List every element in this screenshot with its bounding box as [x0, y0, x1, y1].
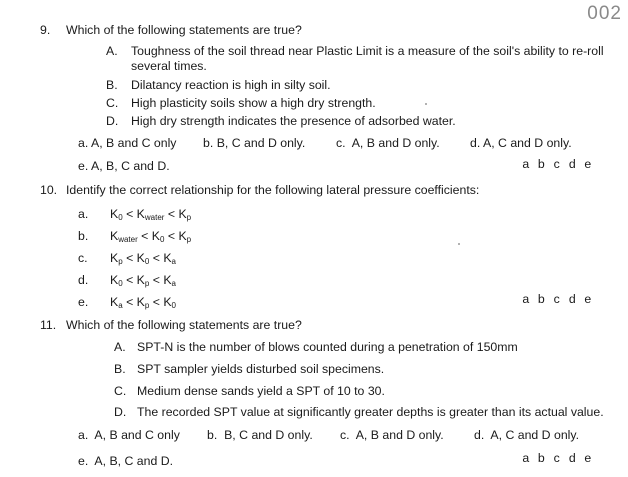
statement-text: High plasticity soils show a high dry strength.	[131, 96, 376, 110]
answer-b[interactable]: b	[537, 292, 545, 306]
answer-a[interactable]: a	[522, 451, 530, 465]
statement-letter: B.	[106, 78, 118, 92]
question-text: Which of the following statements are true?	[66, 318, 302, 332]
option-letter: c.	[336, 136, 346, 150]
statement-text-cont: several times.	[131, 59, 207, 73]
answer-a[interactable]: a	[522, 292, 530, 306]
option-e[interactable]	[78, 454, 173, 468]
option-b[interactable]	[78, 229, 192, 244]
statement-letter: A.	[106, 44, 118, 58]
option-letter: b.	[207, 428, 218, 442]
option-letter: e.	[78, 159, 89, 173]
option-letter: d.	[474, 428, 485, 442]
option-d[interactable]	[78, 273, 176, 288]
option-text: A, C and D only.	[483, 136, 572, 150]
option-letter: b.	[203, 136, 214, 150]
question-number: 9.	[40, 23, 51, 37]
option-text: B, C and D only.	[224, 428, 313, 442]
page-stamp: 002	[587, 3, 622, 24]
statement-text: Toughness of the soil thread near Plastic Limit is a measure of the soil's ability to re-roll	[131, 44, 604, 58]
option-relation: $K_p < K_0 < K_a$	[110, 251, 176, 266]
scan-speck	[425, 103, 427, 105]
option-text: A, B and C only	[91, 136, 177, 150]
option-d[interactable]	[474, 428, 579, 442]
statement-text: Medium dense sands yield a SPT of 10 to 30.	[137, 384, 385, 398]
option-c[interactable]	[340, 428, 444, 442]
option-letter: d.	[470, 136, 481, 150]
option-relation: $K_0 < K_{water} < K_p$	[110, 207, 192, 222]
option-b[interactable]	[207, 428, 313, 442]
statement-letter: B.	[114, 362, 126, 376]
statement-letter: C.	[114, 384, 127, 398]
option-letter: e.	[78, 295, 89, 309]
option-text: A, B and C only	[94, 428, 180, 442]
option-letter: e.	[78, 454, 89, 468]
answer-choices	[518, 451, 596, 465]
option-text: A, B and D only.	[351, 136, 440, 150]
option-e[interactable]	[78, 159, 170, 173]
question-number: 11.	[40, 318, 57, 332]
option-c[interactable]	[78, 251, 176, 266]
answer-b[interactable]: b	[537, 451, 545, 465]
answer-choices	[518, 157, 596, 171]
statement-letter: D.	[114, 405, 127, 419]
answer-d[interactable]: d	[568, 292, 576, 306]
answer-c[interactable]: c	[553, 157, 560, 171]
option-text: A, C and D only.	[490, 428, 580, 442]
option-letter: a.	[78, 428, 89, 442]
option-letter: a.	[78, 207, 89, 221]
option-relation: $K_a < K_p < K_0$	[110, 295, 176, 310]
option-text: A, B, C and D.	[94, 454, 174, 468]
answer-d[interactable]: d	[568, 451, 576, 465]
option-letter: c.	[78, 251, 88, 265]
option-a[interactable]	[78, 136, 176, 150]
statement-letter: A.	[114, 340, 126, 354]
scan-speck	[458, 243, 460, 245]
option-d[interactable]	[470, 136, 572, 150]
option-b[interactable]	[203, 136, 305, 150]
question-text: Which of the following statements are true?	[66, 23, 302, 37]
statement-text: SPT sampler yields disturbed soil specimens.	[137, 362, 385, 376]
question-number: 10.	[40, 183, 58, 197]
statement-letter: D.	[106, 114, 119, 128]
statement-text: Dilatancy reaction is high in silty soil.	[131, 78, 331, 92]
option-text: A, B, C and D.	[91, 159, 170, 173]
option-letter: d.	[78, 273, 89, 287]
option-letter: a.	[78, 136, 89, 150]
option-a[interactable]	[78, 428, 180, 442]
statement-text: High dry strength indicates the presence of adsorbed water.	[131, 114, 456, 128]
answer-a[interactable]: a	[522, 157, 530, 171]
option-text: A, B and D only.	[355, 428, 444, 442]
option-relation: $K_{water} < K_0 < K_p$	[110, 229, 192, 244]
answer-e[interactable]: e	[584, 292, 592, 306]
option-e[interactable]	[78, 295, 176, 310]
option-letter: c.	[340, 428, 350, 442]
option-relation: $K_0 < K_p < K_a$	[110, 273, 176, 288]
statement-text: The recorded SPT value at significantly greater depths is greater than its actual value.	[137, 405, 604, 419]
option-text: B, C and D only.	[216, 136, 306, 150]
option-c[interactable]	[336, 136, 440, 150]
option-letter: b.	[78, 229, 89, 243]
answer-choices	[518, 292, 596, 306]
answer-d[interactable]: d	[568, 157, 576, 171]
answer-b[interactable]: b	[537, 157, 545, 171]
answer-e[interactable]: e	[584, 451, 592, 465]
question-text: Identify the correct relationship for the following lateral pressure coefficients:	[66, 183, 480, 197]
statement-text: SPT-N is the number of blows counted during a penetration of 150mm	[137, 340, 518, 354]
answer-c[interactable]: c	[553, 451, 560, 465]
option-a[interactable]	[78, 207, 192, 222]
answer-e[interactable]: e	[584, 157, 592, 171]
answer-c[interactable]: c	[553, 292, 560, 306]
statement-letter: C.	[106, 96, 119, 110]
